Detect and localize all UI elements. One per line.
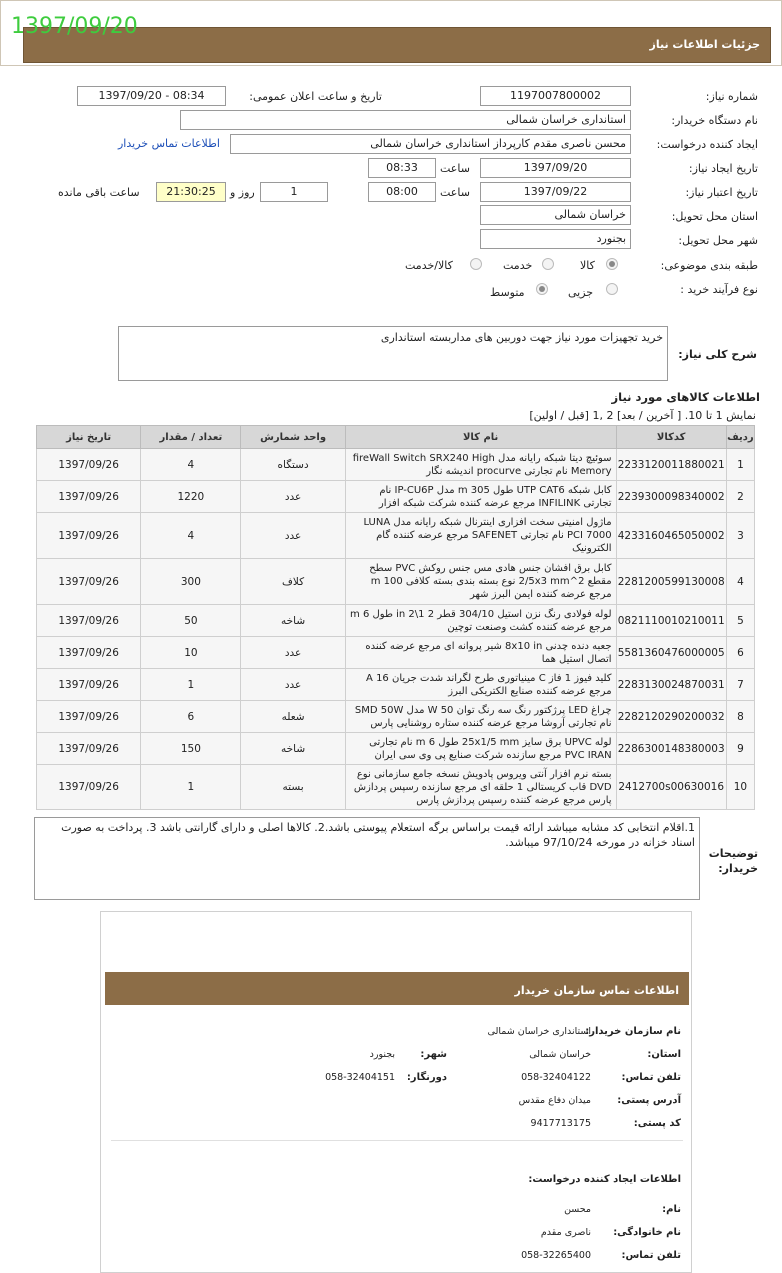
- phone-label: تلفن تماس:: [621, 1072, 681, 1083]
- cell-code: 2282120290200032: [616, 701, 726, 733]
- cell-unit: شاخه: [241, 733, 345, 765]
- cell-unit: عدد: [241, 513, 345, 559]
- cell-date: 1397/09/26: [37, 701, 141, 733]
- cell-qty: 6: [141, 701, 241, 733]
- cell-unit: کلاف: [241, 559, 345, 605]
- cell-row: 3: [726, 513, 754, 559]
- need-no-field: 1197007800002: [480, 86, 631, 106]
- cell-date: 1397/09/26: [37, 669, 141, 701]
- cell-code: 0821110010210011: [616, 605, 726, 637]
- need-no-label: شماره نیاز:: [705, 90, 758, 103]
- cell-code: 4233160465050002: [616, 513, 726, 559]
- col-row: ردیف: [726, 426, 754, 449]
- postal-label: کد پستی:: [633, 1118, 681, 1129]
- province-label: استان محل تحویل:: [671, 210, 758, 223]
- cell-qty: 1220: [141, 481, 241, 513]
- items-paging[interactable]: نمایش 1 تا 10. [ آخرین / بعد] 2 ,1 [قبل / اولین]: [529, 409, 756, 422]
- col-date: تاریخ نیاز: [37, 426, 141, 449]
- table-row: [37, 481, 755, 513]
- announce-label: تاریخ و ساعت اعلان عمومی:: [249, 90, 382, 103]
- contact-title: اطلاعات تماس سازمان خریدار: [514, 984, 679, 997]
- phone-value: 058-32404122: [521, 1072, 591, 1083]
- family-label: نام خانوادگی:: [613, 1227, 681, 1238]
- cell-date: 1397/09/26: [37, 765, 141, 810]
- cell-name: بسته نرم افزار آنتی ویروس پادویش نسخه جامع سازمانی نوع DVD قاب کریستالی 1 حلقه ای مرجع سازنده رسپس پردازش پارس مرجع عرضه کننده رسپس پردازش پارس: [345, 765, 616, 810]
- cell-row: 10: [726, 765, 754, 810]
- notes-label-text: توضیحات خریدار:: [708, 847, 758, 875]
- creator-info-title: اطلاعات ایجاد کننده درخواست:: [528, 1174, 681, 1185]
- cell-qty: 50: [141, 605, 241, 637]
- radio-medium-label: متوسط: [490, 286, 525, 299]
- table-row: [37, 449, 755, 481]
- create-date-field: 1397/09/20: [480, 158, 631, 178]
- cell-row: 5: [726, 605, 754, 637]
- name-value: محسن: [564, 1204, 591, 1215]
- cell-code: 2281200599130008: [616, 559, 726, 605]
- notes-text: 1.اقلام انتخابی کد مشابه میباشد ارائه قیمت براساس برگه استعلام پیوستی باشد.2. کالاها اصلی و دارای گارانتی باشد 3. پرداخت به صورت اسناد خزانه در مورخه 97/10/24 میباشد.: [61, 821, 695, 849]
- table-row: [37, 765, 755, 810]
- cell-unit: شاخه: [241, 605, 345, 637]
- cell-date: 1397/09/26: [37, 481, 141, 513]
- cell-row: 4: [726, 559, 754, 605]
- cell-date: 1397/09/26: [37, 559, 141, 605]
- creator-label: ایجاد کننده درخواست:: [656, 138, 758, 151]
- items-table: [36, 425, 755, 810]
- cell-unit: بسته: [241, 765, 345, 810]
- validity-time-label: ساعت: [440, 186, 470, 199]
- days-label: روز و: [230, 186, 255, 199]
- province-value: خراسان شمالی: [529, 1049, 591, 1060]
- buyer-label: نام دستگاه خریدار:: [671, 114, 758, 127]
- cell-name: کلید فیوز 1 فاز C مینیاتوری طرح لگراند شدت جریان 16 A مرجع عرضه کننده صنایع الکتریکی البرز: [345, 669, 616, 701]
- cell-name: کابل شبکه UTP CAT6 طول 305 m مدل IP-CU6P نام تجارتی INFILINK مرجع عرضه کننده شرکت شبکه افزار: [345, 481, 616, 513]
- cell-row: 6: [726, 637, 754, 669]
- col-unit: واحد شمارش: [241, 426, 345, 449]
- table-row: [37, 513, 755, 559]
- province-label-contact: استان:: [647, 1049, 681, 1060]
- cell-unit: شعله: [241, 701, 345, 733]
- radio-service[interactable]: [542, 258, 554, 270]
- col-qty: تعداد / مقدار: [141, 426, 241, 449]
- cell-qty: 1: [141, 765, 241, 810]
- cell-name: کابل برق افشان جنس هادی مس جنس روکش PVC سطح مقطع 2^2/5x3 mm نوع بسته بندی بسته کلافی 100 m مرجع عرضه کننده ایمن البرز شهر: [345, 559, 616, 605]
- city-label-contact: شهر:: [420, 1049, 447, 1060]
- cell-qty: 150: [141, 733, 241, 765]
- days-field: 1: [260, 182, 328, 202]
- cell-row: 9: [726, 733, 754, 765]
- validity-label: تاریخ اعتبار نیاز:: [685, 186, 758, 199]
- cell-code: 2283130024870031: [616, 669, 726, 701]
- date-stamp: 1397/09/20: [11, 14, 138, 39]
- create-time-field: 08:33: [368, 158, 436, 178]
- page-title: جزئیات اطلاعات نیاز: [649, 38, 760, 51]
- contact-section: [100, 911, 692, 1273]
- province-field: خراسان شمالی: [480, 205, 631, 225]
- address-label: آدرس پستی:: [617, 1095, 681, 1106]
- cell-name: ماژول امنیتی سخت افزاری اینترنال شبکه رایانه مدل LUNA PCI 7000 نام تجارتی SAFENET مرجع عرضه کننده گام الکترونیک: [345, 513, 616, 559]
- cell-date: 1397/09/26: [37, 513, 141, 559]
- cell-name: لوله فولادی رنگ نزن استیل 304/10 قطر 2 1\2 in طول 6 m مرجع عرضه کننده کشت وصنعت توچین: [345, 605, 616, 637]
- postal-value: 9417713175: [530, 1118, 591, 1129]
- fax-value: 058-32404151: [325, 1072, 395, 1083]
- radio-minor[interactable]: [606, 283, 618, 295]
- cell-qty: 10: [141, 637, 241, 669]
- cell-qty: 1: [141, 669, 241, 701]
- cell-name: لوله UPVC برق سایز 25x1/5 mm طول 6 m نام تجارتی PVC IRAN مرجع سازنده شرکت صنایع پی وی سی ایران: [345, 733, 616, 765]
- notes-box: [34, 817, 700, 900]
- cell-unit: عدد: [241, 669, 345, 701]
- table-row: [37, 637, 755, 669]
- creator-field: محسن ناصری مقدم کارپرداز استانداری خراسان شمالی: [230, 134, 631, 154]
- items-title: اطلاعات کالاهای مورد نیاز: [611, 390, 760, 404]
- create-time-label: ساعت: [440, 162, 470, 175]
- cell-code: 2233120011880021: [616, 449, 726, 481]
- category-label: طبقه بندی موضوعی:: [660, 259, 758, 272]
- summary-text: خرید تجهیزات مورد نیاز جهت دوربین های مداربسته استانداری: [380, 331, 663, 344]
- cell-date: 1397/09/26: [37, 637, 141, 669]
- create-date-label: تاریخ ایجاد نیاز:: [688, 162, 758, 175]
- table-row: [37, 669, 755, 701]
- buyer-contact-link[interactable]: اطلاعات تماس خریدار: [118, 137, 220, 150]
- cell-unit: عدد: [241, 481, 345, 513]
- col-code: کدکالا: [616, 426, 726, 449]
- remaining-label: ساعت باقی مانده: [58, 186, 140, 199]
- radio-goods[interactable]: [606, 258, 618, 270]
- city-field: بجنورد: [480, 229, 631, 249]
- table-row: [37, 559, 755, 605]
- cell-code: 5581360476000005: [616, 637, 726, 669]
- creator-phone-value: 058-32265400: [521, 1250, 591, 1261]
- radio-goods-service-label: کالا/خدمت: [405, 259, 453, 272]
- buyer-field: استانداری خراسان شمالی: [180, 110, 631, 130]
- remaining-time-field: 21:30:25: [156, 182, 226, 202]
- validity-time-field: 08:00: [368, 182, 436, 202]
- col-name: نام کالا: [345, 426, 616, 449]
- cell-date: 1397/09/26: [37, 605, 141, 637]
- org-value: استانداری خراسان شمالی: [487, 1026, 591, 1037]
- summary-label: شرح کلی نیاز:: [678, 348, 757, 361]
- cell-code: 2239300098340002: [616, 481, 726, 513]
- table-row: [37, 733, 755, 765]
- cell-name: جعبه دنده چدنی 8x10 in شیر پروانه ای مرجع عرضه کننده اتصال استیل هما: [345, 637, 616, 669]
- cell-unit: عدد: [241, 637, 345, 669]
- process-label: نوع فرآیند خرید :: [680, 283, 758, 296]
- cell-qty: 4: [141, 449, 241, 481]
- family-value: ناصری مقدم: [540, 1227, 591, 1238]
- table-row: [37, 605, 755, 637]
- cell-qty: 4: [141, 513, 241, 559]
- radio-service-label: خدمت: [503, 259, 533, 272]
- cell-date: 1397/09/26: [37, 449, 141, 481]
- cell-code: 2412700s00630016: [616, 765, 726, 810]
- radio-minor-label: جزیی: [568, 286, 594, 299]
- contact-divider: [111, 1140, 683, 1141]
- notes-label: [698, 846, 758, 876]
- cell-row: 8: [726, 701, 754, 733]
- cell-row: 2: [726, 481, 754, 513]
- summary-box: [118, 326, 668, 381]
- city-label: شهر محل تحویل:: [678, 234, 758, 247]
- fax-label: دورنگار:: [406, 1072, 447, 1083]
- org-label: نام سازمان خریدار:: [585, 1026, 681, 1037]
- cell-qty: 300: [141, 559, 241, 605]
- table-row: [37, 701, 755, 733]
- radio-medium[interactable]: [536, 283, 548, 295]
- announce-field: 1397/09/20 - 08:34: [77, 86, 226, 106]
- name-label: نام:: [662, 1204, 681, 1215]
- cell-name: چراغ LED پرژکتور رنگ سه رنگ توان 50 W مدل SMD 50W نام تجارتی آروشا مرجع عرضه کننده ستاره روشنایی پارس: [345, 701, 616, 733]
- validity-date-field: 1397/09/22: [480, 182, 631, 202]
- cell-row: 1: [726, 449, 754, 481]
- address-value: میدان دفاع مقدس: [518, 1095, 591, 1106]
- city-value: بجنورد: [369, 1049, 395, 1060]
- creator-phone-label: تلفن تماس:: [621, 1250, 681, 1261]
- radio-goods-label: کالا: [580, 259, 595, 272]
- cell-code: 2286300148380003: [616, 733, 726, 765]
- radio-goods-service[interactable]: [470, 258, 482, 270]
- cell-row: 7: [726, 669, 754, 701]
- cell-unit: دستگاه: [241, 449, 345, 481]
- cell-name: سوئیچ دیتا شبکه رایانه مدل fireWall Switch SRX240 High Memory نام تجارتی procurve اندیشه نگار: [345, 449, 616, 481]
- cell-date: 1397/09/26: [37, 733, 141, 765]
